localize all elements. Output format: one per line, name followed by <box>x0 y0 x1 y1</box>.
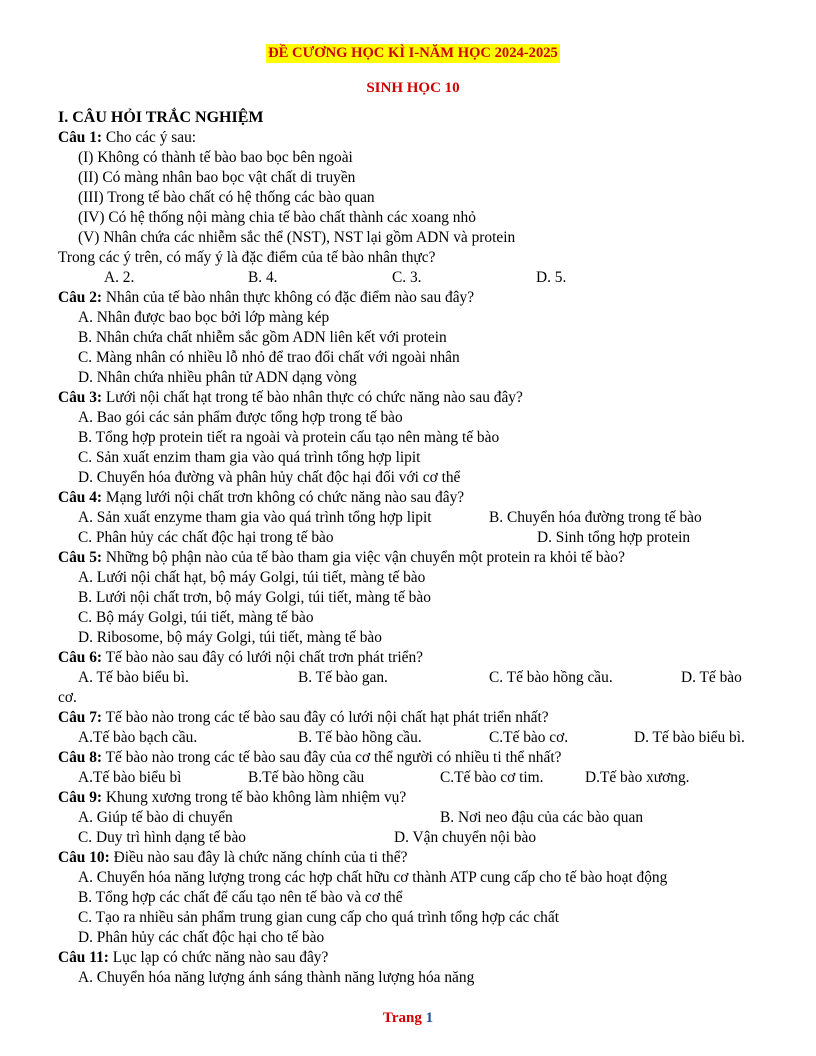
answer-option: C. Phân hủy các chất độc hại trong tế bào <box>78 529 334 546</box>
subject-title: SINH HỌC 10 <box>366 80 460 96</box>
question-text: Cho các ý sau: <box>102 129 197 146</box>
answer-option: C. Bộ máy Golgi, túi tiết, màng tế bào <box>78 609 314 626</box>
answer-option: C.Tế bào cơ tim. <box>440 769 544 786</box>
answer-option: D. Sinh tổng hợp protein <box>537 529 691 546</box>
question-text: Nhân của tế bào nhân thực không có đặc điểm nào sau đây? <box>102 289 475 306</box>
answer-option: D. Nhân chứa nhiều phân tử ADN dạng vòng <box>78 369 357 386</box>
question-number: Câu 6: <box>58 649 103 666</box>
question-number: Câu 7: <box>58 709 103 726</box>
answer-option: A. Tế bào biểu bì. <box>78 669 189 686</box>
answer-option: A. Nhân được bao bọc bởi lớp màng kép <box>78 309 330 326</box>
statement-item: (I) Không có thành tế bào bao bọc bên ngoài <box>78 149 353 166</box>
answer-option: A.Tế bào bạch cầu. <box>78 729 198 746</box>
answer-continuation: cơ. <box>58 689 77 706</box>
answer-option: C. Sản xuất enzim tham gia vào quá trình tổng hợp lipit <box>78 449 421 466</box>
answer-option: A. Chuyển hóa năng lượng ánh sáng thành năng lượng hóa năng <box>78 969 475 986</box>
answer-option: B. Tổng hợp các chất để cấu tạo nên tế bào và cơ thể <box>78 889 403 906</box>
question-text: Lục lạp có chức năng nào sau đây? <box>108 949 329 966</box>
question-text: Lưới nội chất hạt trong tế bào nhân thực có chức năng nào sau đây? <box>102 389 523 406</box>
answer-row <box>58 268 768 288</box>
statement-item: (V) Nhân chứa các nhiễm sắc thể (NST), NST lại gồm ADN và protein <box>78 229 516 246</box>
answer-option: A. Sản xuất enzyme tham gia vào quá trình tổng hợp lipit <box>78 509 432 526</box>
answer-option: D. Phân hủy các chất độc hại cho tế bào <box>78 929 325 946</box>
answer-option: D. Tế bào <box>681 669 742 686</box>
answer-option: A. 2. <box>104 269 135 286</box>
document-page <box>58 44 768 988</box>
question-2 <box>58 288 768 308</box>
question-number: Câu 10: <box>58 849 110 866</box>
question-8 <box>58 748 768 768</box>
question-text: Tế bào nào sau đây có lưới nội chất trơn phát triển? <box>102 649 423 666</box>
page-label: Trang <box>382 1010 426 1026</box>
answer-option: B.Tế bào hồng cầu <box>248 769 365 786</box>
answer-option: D. Ribosome, bộ máy Golgi, túi tiết, màng tế bào <box>78 629 382 646</box>
answer-option: D. Tế bào biểu bì. <box>634 729 745 746</box>
question-number: Câu 5: <box>58 549 103 566</box>
question-1 <box>58 128 768 148</box>
question-text: Khung xương trong tế bào không làm nhiệm vụ? <box>102 789 407 806</box>
answer-option: C.Tế bào cơ. <box>489 729 569 746</box>
answer-option: C. Tế bào hồng cầu. <box>489 669 613 686</box>
question-number: Câu 11: <box>58 949 109 966</box>
answer-row <box>58 768 768 788</box>
answer-option: C. 3. <box>392 269 422 286</box>
section-heading: I. CÂU HỎI TRẮC NGHIỆM <box>58 109 264 126</box>
answer-row <box>58 508 768 528</box>
answer-option: B. Chuyển hóa đường trong tế bào <box>489 509 702 526</box>
answer-option: B. Tế bào gan. <box>298 669 388 686</box>
question-5 <box>58 548 768 568</box>
question-9 <box>58 788 768 808</box>
question-prompt: Trong các ý trên, có mấy ý là đặc điểm của tế bào nhân thực? <box>58 249 436 266</box>
question-number: Câu 9: <box>58 789 103 806</box>
question-text: Mạng lưới nội chất trơn không có chức năng nào sau đây? <box>102 489 465 506</box>
answer-option: D. Chuyển hóa đường và phân hủy chất độc hại đối với cơ thể <box>78 469 461 486</box>
answer-option: D. 5. <box>536 269 567 286</box>
answer-option: D. Vận chuyển nội bào <box>394 829 537 846</box>
answer-option: A. Chuyển hóa năng lượng trong các hợp chất hữu cơ thành ATP cung cấp cho tế bào hoạt động <box>78 869 668 886</box>
answer-option: C. Màng nhân có nhiều lỗ nhỏ để trao đổi chất với ngoài nhân <box>78 349 460 366</box>
question-7 <box>58 708 768 728</box>
answer-option: C. Tạo ra nhiều sản phẩm trung gian cung cấp cho quá trình tổng hợp các chất <box>78 909 559 926</box>
answer-option: B. Nhân chứa chất nhiễm sắc gồm ADN liên kết với protein <box>78 329 447 346</box>
question-number: Câu 4: <box>58 489 103 506</box>
page-number: 1 <box>425 1010 434 1026</box>
answer-option: A. Bao gói các sản phẩm được tổng hợp trong tế bào <box>78 409 403 426</box>
answer-option: B. Tế bào hồng cầu. <box>298 729 422 746</box>
question-text: Tế bào nào trong các tế bào sau đây có lưới nội chất hạt phát triển nhất? <box>102 709 549 726</box>
answer-option: B. 4. <box>248 269 278 286</box>
answer-row <box>58 528 768 548</box>
answer-option: B. Lưới nội chất trơn, bộ máy Golgi, túi tiết, màng tế bào <box>78 589 431 606</box>
question-number: Câu 2: <box>58 289 103 306</box>
answer-row <box>58 668 768 688</box>
question-number: Câu 8: <box>58 749 103 766</box>
answer-option: C. Duy trì hình dạng tế bào <box>78 829 246 846</box>
statement-item: (IV) Có hệ thống nội màng chia tế bào chất thành các xoang nhỏ <box>78 209 476 226</box>
answer-option: A. Lưới nội chất hạt, bộ máy Golgi, túi tiết, màng tế bào <box>78 569 426 586</box>
question-10 <box>58 848 768 868</box>
statement-item: (II) Có màng nhân bao bọc vật chất di truyền <box>78 169 356 186</box>
answer-row <box>58 828 768 848</box>
question-11 <box>58 948 768 968</box>
answer-option: D.Tế bào xương. <box>585 769 690 786</box>
answer-option: A. Giúp tế bào di chuyển <box>78 809 233 826</box>
answer-option: A.Tế bào biểu bì <box>78 769 182 786</box>
question-3 <box>58 388 768 408</box>
page-footer <box>0 1010 816 1027</box>
answer-row <box>58 808 768 828</box>
statement-item: (III) Trong tế bào chất có hệ thống các bào quan <box>78 189 375 206</box>
question-text: Những bộ phận nào của tế bào tham gia việc vận chuyển một protein ra khỏi tế bào? <box>102 549 625 566</box>
question-6 <box>58 648 768 668</box>
answer-row <box>58 728 768 748</box>
question-text: Tế bào nào trong các tế bào sau đây của cơ thể người có nhiều ti thể nhất? <box>102 749 562 766</box>
answer-option: B. Tổng hợp protein tiết ra ngoài và protein cấu tạo nên màng tế bào <box>78 429 500 446</box>
question-number: Câu 3: <box>58 389 103 406</box>
document-title: ĐỀ CƯƠNG HỌC KÌ I-NĂM HỌC 2024-2025 <box>268 45 558 61</box>
answer-option: B. Nơi neo đậu của các bào quan <box>440 809 644 826</box>
question-number: Câu 1: <box>58 129 103 146</box>
question-4 <box>58 488 768 508</box>
title-block <box>58 44 768 70</box>
question-text: Điều nào sau đây là chức năng chính của ti thể? <box>109 849 408 866</box>
